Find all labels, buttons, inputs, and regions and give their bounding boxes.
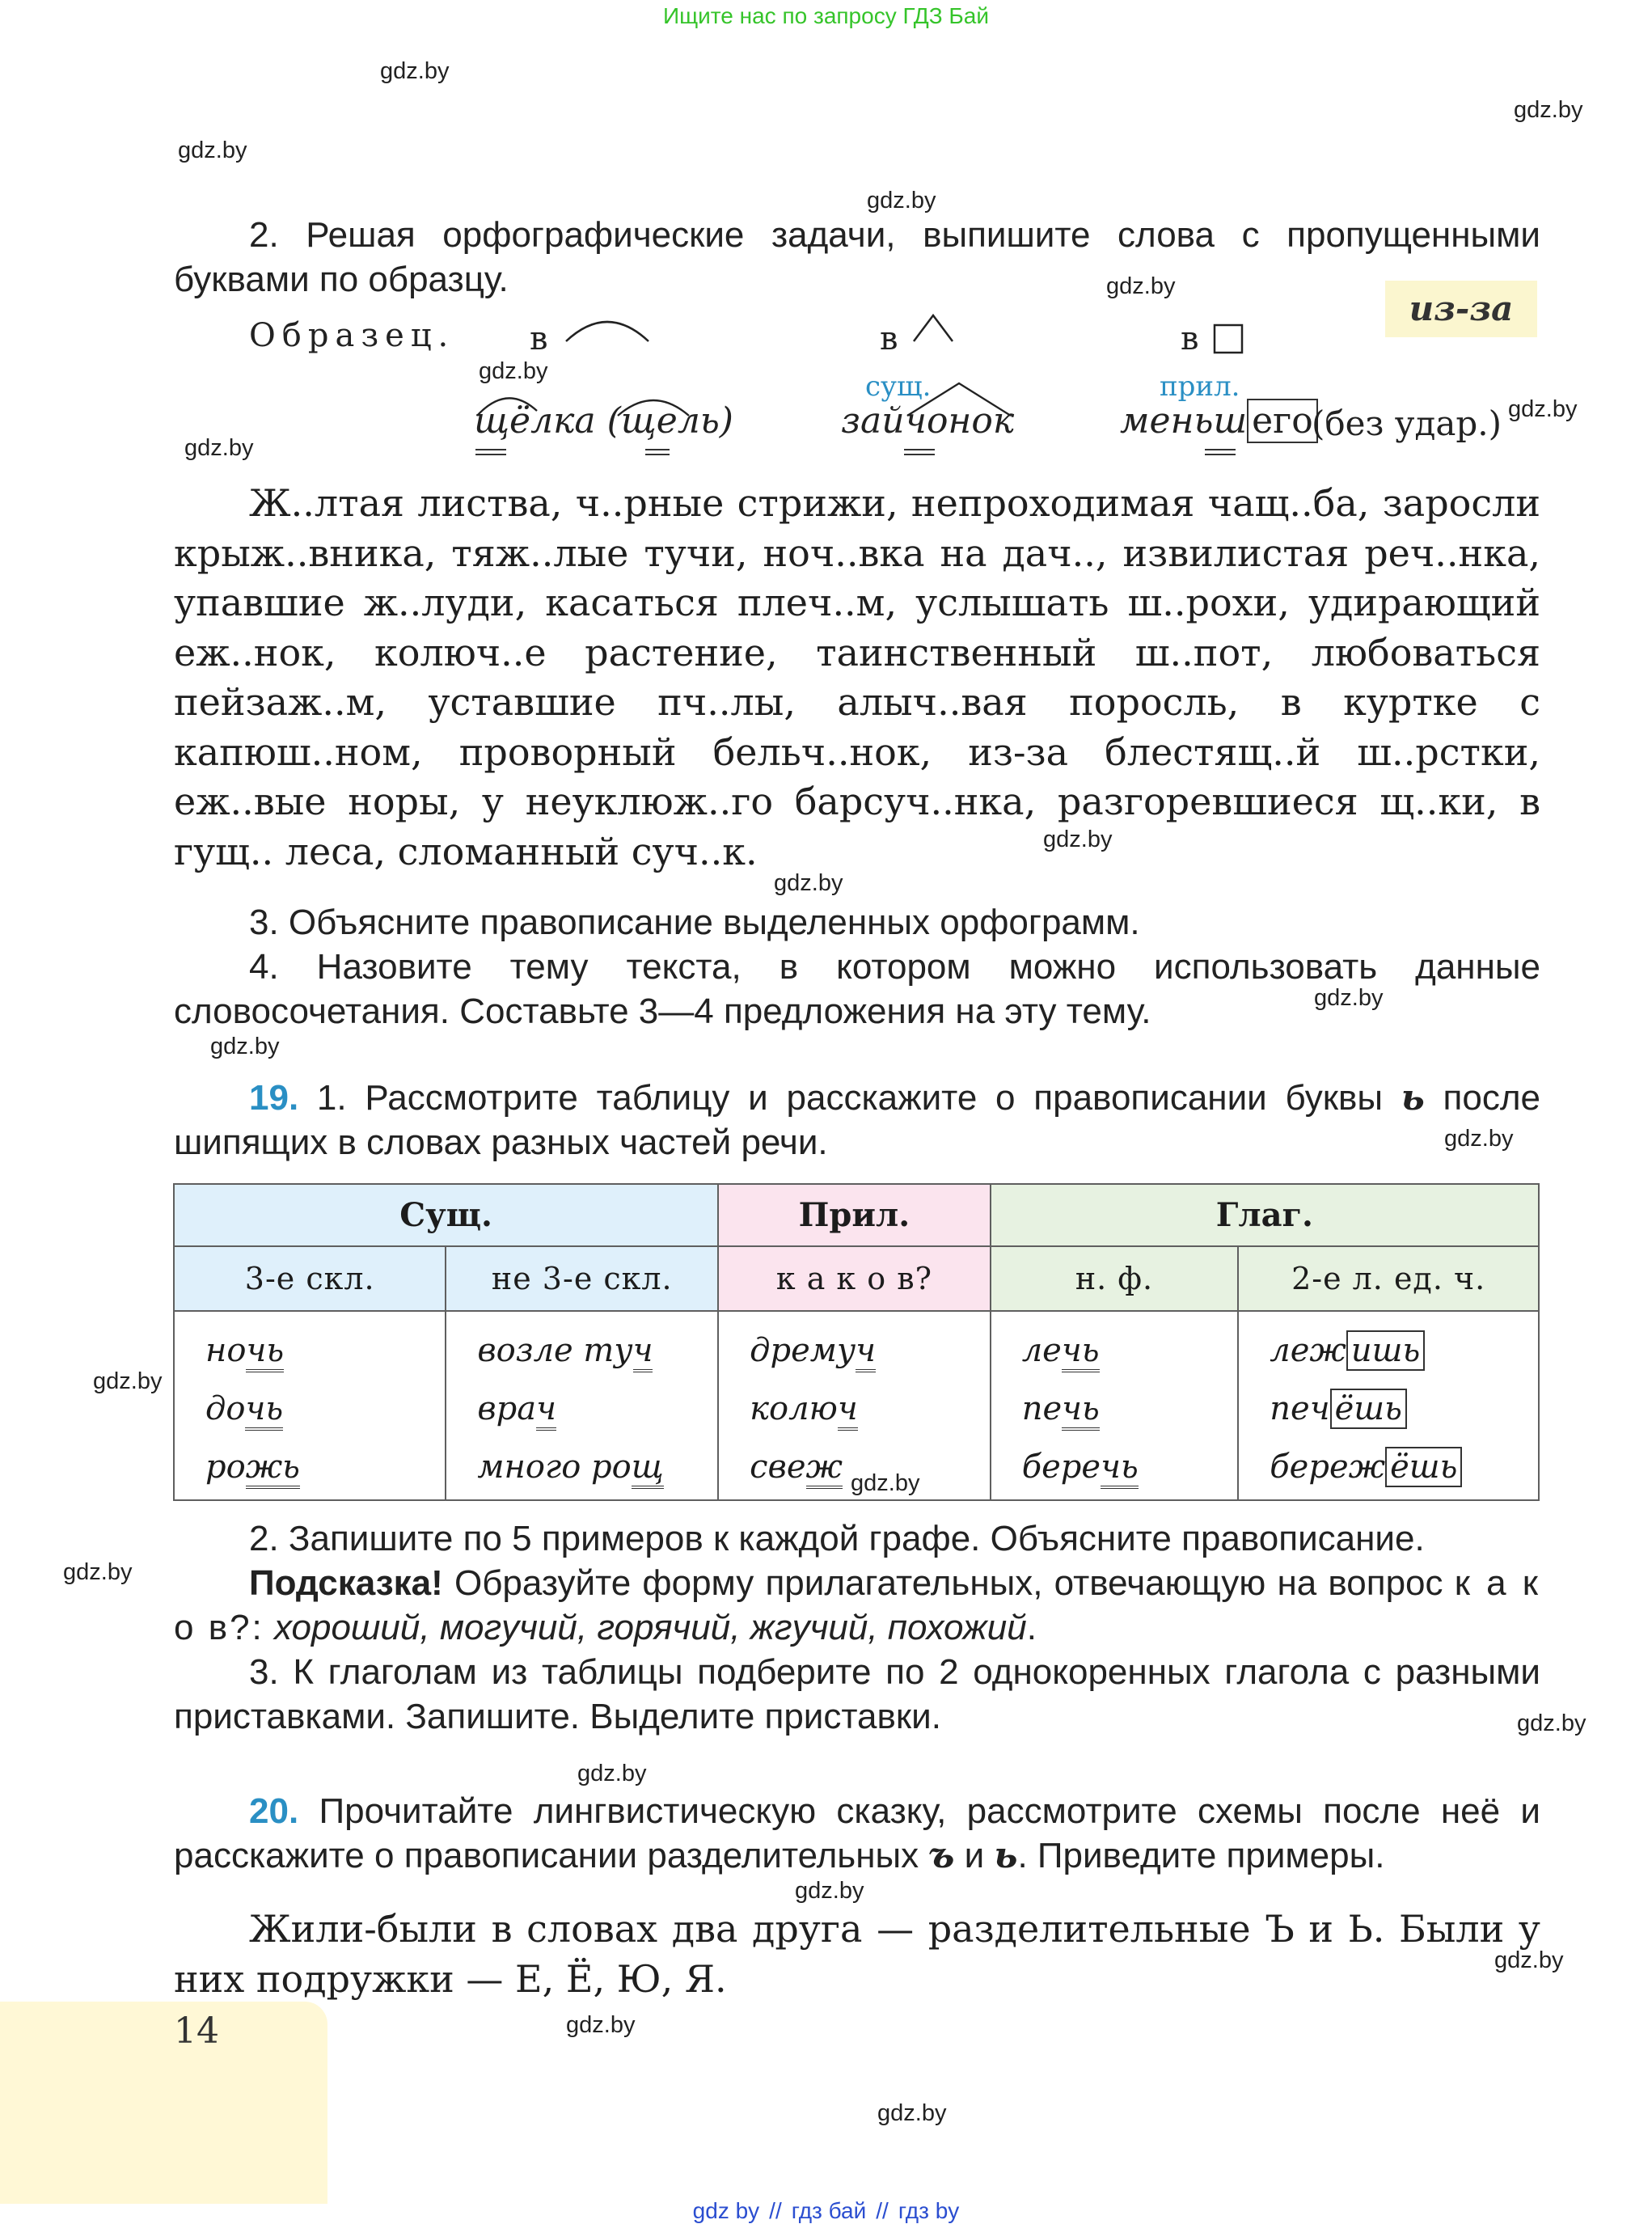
watermark: gdz.by xyxy=(1514,97,1583,123)
example-word xyxy=(750,1321,990,1380)
word-part: пе xyxy=(1021,1390,1063,1427)
subheader-infinitive: н. ф. xyxy=(991,1246,1239,1311)
page-number: 14 xyxy=(174,2010,219,2052)
word-part: много ро xyxy=(477,1448,632,1486)
hint-label: Подсказка! xyxy=(249,1563,443,1603)
spelling-ending: чь xyxy=(245,1390,283,1431)
subheader-not-3rd-declension: не 3-е скл. xyxy=(446,1246,718,1311)
example-word xyxy=(1022,1380,1238,1438)
watermark: gdz.by xyxy=(867,188,936,214)
example-word xyxy=(1022,1438,1238,1496)
word-part: до xyxy=(205,1390,246,1427)
examples-column xyxy=(718,1311,991,1500)
hint-end: . xyxy=(1026,1608,1037,1647)
exercise-text-part: Прочитайте лингвистическую сказку, рассмотрите схемы после неё и расскажите о правописании разделительных xyxy=(174,1791,1540,1875)
watermark: gdz.by xyxy=(566,2012,636,2038)
top-banner[interactable]: Ищите нас по запросу ГДЗ Бай xyxy=(662,3,990,28)
watermark: gdz.by xyxy=(184,435,254,461)
word-part: све xyxy=(750,1448,806,1486)
example-word xyxy=(1270,1380,1538,1438)
watermark: gdz.by xyxy=(1508,396,1578,422)
watermark: gdz.by xyxy=(1444,1126,1514,1152)
watermark: gdz.by xyxy=(1494,1947,1564,1973)
watermark: gdz.by xyxy=(63,1559,133,1585)
example-word xyxy=(1270,1438,1538,1496)
exercise-text: Ж..лтая листва, ч..рные стрижи, непроходимая чащ..ба, заросли крыж..вника, тяж..лые тучи, ноч..вка на дач.., извилистая реч..нка, упавшие ж..луди, касаться плеч..м, услышать ш..рохи, удирающий еж..нок, колюч..е растение, таинственный ш..пот, любоваться пейзаж..м, уставшие пч..лы, алыч..вая поросль, в куртке с капюш..ном, проворный бельч..нок, из-за блестящ..й ш..рстки, еж..вые норы, у неуклюж..го барсуч..нка, разгоревшиеся щ..ки, в гущ.. леса, сломанный суч..к. xyxy=(174,481,1540,873)
word-part: вра xyxy=(477,1390,537,1427)
hint-text: Образуйте форму прилагательных, отвечающую на вопрос xyxy=(442,1563,1455,1603)
box-symbol xyxy=(1213,323,1244,354)
spelling-ending: жь xyxy=(246,1448,300,1489)
example-word xyxy=(1022,1321,1238,1380)
spelling-ending: ч xyxy=(536,1390,556,1431)
hint-examples: хороший, могучий, горячий, жгучий, похожий xyxy=(264,1608,1027,1647)
watermark: gdz.by xyxy=(479,358,548,384)
underline-marks xyxy=(474,447,716,460)
subheader-2nd-person: 2-е л. ед. ч. xyxy=(1238,1246,1539,1311)
word-part: бере xyxy=(1021,1448,1101,1486)
spelling-ending: ж xyxy=(806,1448,843,1489)
example-word xyxy=(477,1321,717,1380)
watermark: gdz.by xyxy=(1517,1710,1587,1736)
example-word xyxy=(205,1321,445,1380)
exercise-text-part: после шипящих в словах разных частей речи. xyxy=(174,1078,1541,1162)
word-part: возле ту xyxy=(477,1332,633,1369)
example-word xyxy=(1270,1321,1538,1380)
word-stem: меньш xyxy=(1120,400,1248,442)
spelling-ending: щ xyxy=(632,1448,664,1489)
watermark: gdz.by xyxy=(93,1368,163,1394)
example-word xyxy=(477,1438,717,1496)
example-word xyxy=(750,1438,990,1496)
link-gdz-by[interactable]: gdz by xyxy=(692,2198,760,2223)
underline-marks xyxy=(1203,447,1252,460)
exercise-20-intro xyxy=(174,1789,1540,1878)
exercise-19-intro xyxy=(174,1076,1540,1165)
unstressed-note: (без удар.) xyxy=(1312,404,1502,443)
soft-sign-letter: ь xyxy=(1401,1077,1425,1118)
sample-label: Образец. xyxy=(249,317,455,354)
subheader-question: к а к о в? xyxy=(718,1246,991,1311)
spelling-ending: чь xyxy=(246,1332,284,1372)
watermark: gdz.by xyxy=(577,1761,647,1786)
hard-sign-letter: ъ xyxy=(928,1835,955,1876)
examples-column xyxy=(1238,1311,1539,1500)
separator: // xyxy=(876,2198,889,2223)
verb-ending-box: ёшь xyxy=(1385,1447,1462,1487)
watermark: gdz.by xyxy=(1043,827,1113,852)
fairy-tale-text: Жили-были в словах два друга — разделительные Ъ и Ь. Были у них подружки — Е, Ё, Ю, Я. xyxy=(174,1907,1540,2001)
example-word xyxy=(750,1380,990,1438)
word-ending: его xyxy=(1247,399,1318,443)
bottom-links xyxy=(0,2198,1652,2224)
noun-label: сущ. xyxy=(865,370,932,403)
spelling-ending: ч xyxy=(633,1332,653,1372)
task-19-2: 2. Запишите по 5 примеров к каждой графе. Объясните правописание. xyxy=(249,1519,1425,1558)
watermark: gdz.by xyxy=(877,2100,947,2126)
spelling-ending: чь xyxy=(1062,1332,1100,1372)
exercise-number: 20. xyxy=(249,1791,299,1831)
soft-sign-letter: ь xyxy=(994,1835,1018,1876)
exercise-text-part: и xyxy=(954,1836,995,1875)
sample-word-2: зайчонок xyxy=(841,400,1015,442)
word-part: ле xyxy=(1021,1332,1062,1369)
watermark: gdz.by xyxy=(851,1470,920,1496)
task-19-3: 3. К глаголам из таблицы подберите по 2 однокоренных глагола с разными приставками. Запишите. Выделите приставки. xyxy=(174,1652,1540,1736)
spelling-ending: чь xyxy=(1062,1390,1100,1431)
page-corner-tab xyxy=(0,2002,327,2204)
spelling-table xyxy=(173,1183,1540,1501)
sample-word-1: щёлка (щель) xyxy=(474,400,733,442)
example-word xyxy=(477,1380,717,1438)
watermark: gdz.by xyxy=(795,1878,864,1904)
header-adjective: Прил. xyxy=(718,1184,991,1246)
task-4-instruction: 4. Назовите тему текста, в котором можно использовать данные словосочетания. Составьте 3—4 предложения на эту тему. xyxy=(174,947,1540,1031)
exercise-number: 19. xyxy=(249,1078,299,1118)
header-noun: Сущ. xyxy=(174,1184,718,1246)
word-part: но xyxy=(205,1332,247,1369)
watermark: gdz.by xyxy=(774,870,843,896)
example-word xyxy=(205,1380,445,1438)
sample-v2: в xyxy=(880,320,898,357)
subheader-3rd-declension: 3-е скл. xyxy=(174,1246,446,1311)
examples-column xyxy=(174,1311,446,1500)
task-2-instruction: 2. Решая орфографические задачи, выпишите слова с пропущенными буквами по образцу. xyxy=(174,215,1540,299)
task-3-instruction: 3. Объясните правописание выделенных орфограмм. xyxy=(249,903,1140,942)
examples-column xyxy=(991,1311,1239,1500)
sample-v1: в xyxy=(530,320,548,357)
word-part: ро xyxy=(205,1448,246,1486)
example-word xyxy=(205,1438,445,1496)
adjective-label: прил. xyxy=(1160,370,1240,403)
examples-column xyxy=(446,1311,718,1500)
sample-word-3 xyxy=(1120,400,1318,442)
caret-symbol xyxy=(911,311,956,345)
underline-marks xyxy=(902,447,951,460)
word-part: дрему xyxy=(750,1332,856,1369)
exercise-text-part: . Приведите примеры. xyxy=(1017,1836,1385,1875)
spelling-ending: ч xyxy=(856,1332,876,1372)
word-part: печ xyxy=(1270,1390,1330,1427)
verb-ending-box: ёшь xyxy=(1330,1389,1407,1429)
link-gdz-bai[interactable]: гдз бай xyxy=(791,2198,867,2223)
header-verb: Глаг. xyxy=(991,1184,1539,1246)
watermark: gdz.by xyxy=(178,137,247,163)
verb-ending-box: ишь xyxy=(1346,1330,1425,1371)
hint xyxy=(174,1561,1540,1650)
watermark: gdz.by xyxy=(210,1034,280,1059)
sample-v3: в xyxy=(1181,320,1199,357)
watermark: gdz.by xyxy=(380,58,450,84)
watermark: gdz.by xyxy=(1106,273,1176,299)
hint-question: к а к о в?: xyxy=(174,1563,1540,1647)
exercise-text-part: 1. Рассмотрите таблицу и расскажите о правописании буквы xyxy=(298,1078,1401,1118)
spelling-ending: чь xyxy=(1101,1448,1139,1489)
arc-symbol xyxy=(563,311,652,345)
spelling-badge: из-за xyxy=(1385,281,1537,337)
watermark: gdz.by xyxy=(1314,985,1384,1011)
word-part: леж xyxy=(1270,1332,1346,1369)
word-part: береж xyxy=(1270,1448,1386,1486)
separator: // xyxy=(769,2198,782,2223)
link-gdz-by-2[interactable]: гдз by xyxy=(898,2198,960,2223)
word-part: колю xyxy=(750,1390,838,1427)
spelling-ending: ч xyxy=(838,1390,858,1431)
